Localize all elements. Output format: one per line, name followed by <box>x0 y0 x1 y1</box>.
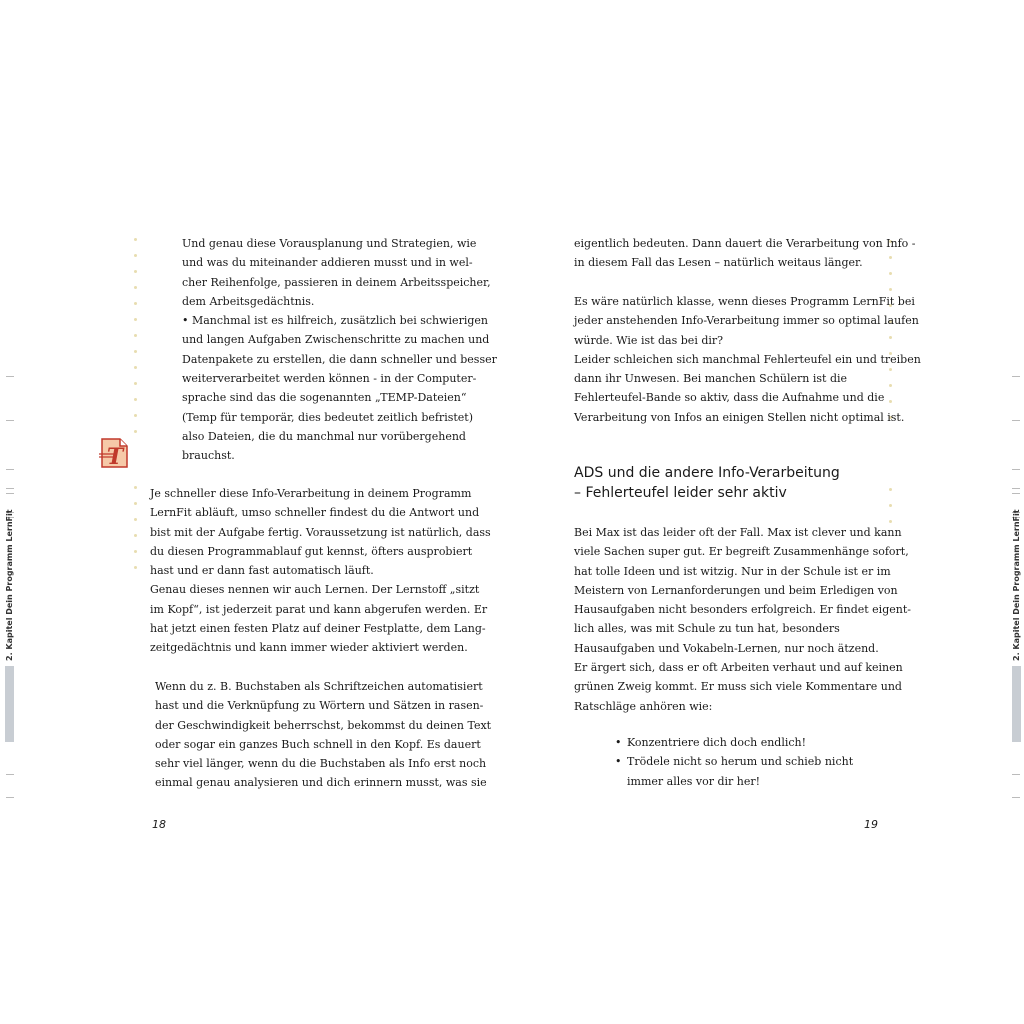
text-line: in diesem Fall das Lesen – natürlich weitaus länger. <box>574 256 863 270</box>
text-line: also Dateien, die du manchmal nur vorübergehend <box>182 429 466 443</box>
crop-mark <box>6 774 14 775</box>
text-line: cher Reihenfolge, passieren in deinem Arbeitsspeicher, <box>182 275 491 289</box>
decorative-dots <box>134 238 137 446</box>
text-line: hat tolle Ideen und ist witzig. Nur in der Schule ist er im <box>574 564 891 578</box>
crop-mark <box>1012 488 1020 494</box>
crop-mark <box>1012 376 1020 377</box>
text-line: (Temp für temporär, dies bedeutet zeitlich befristet) <box>182 410 474 424</box>
left-text-block-1 <box>182 234 497 466</box>
text-line: Er ärgert sich, dass er oft Arbeiten verhaut und auf keinen <box>574 661 903 675</box>
text-line: Meistern von Lernanforderungen und beim Erledigen von <box>574 583 898 597</box>
text-line: bist mit der Aufgabe fertig. Voraussetzung ist natürlich, dass <box>150 525 491 539</box>
text-line: hast und die Verknüpfung zu Wörtern und Sätzen in rasen- <box>155 699 484 713</box>
text-line: Leider schleichen sich manchmal Fehlerteufel ein und treiben <box>574 352 921 366</box>
chapter-tab-bar <box>1012 666 1021 742</box>
crop-mark <box>1012 797 1020 798</box>
heading-line: ADS und die andere Info-Verarbeitung <box>574 465 840 481</box>
crop-mark <box>1012 469 1020 470</box>
text-line: im Kopf“, ist jederzeit parat und kann abgerufen werden. Er <box>150 602 488 616</box>
text-line: brauchst. <box>182 449 235 463</box>
crop-mark <box>1012 420 1020 421</box>
text-line: würde. Wie ist das bei dir? <box>574 333 724 347</box>
right-text-block-3 <box>574 523 911 716</box>
text-line: lich alles, was mit Schule zu tun hat, besonders <box>574 622 840 636</box>
list-item <box>615 752 853 771</box>
text-line: hast und er dann fast automatisch läuft. <box>150 564 374 578</box>
text-line: grünen Zweig kommt. Er muss sich viele Kommentare und <box>574 680 902 694</box>
heading-line: – Fehlerteufel leider sehr aktiv <box>574 485 787 501</box>
text-line: jeder anstehenden Info-Verarbeitung immer so optimal laufen <box>574 314 919 328</box>
text-line: Hausaufgaben und Vokabeln-Lernen, nur noch ätzend. <box>574 641 879 655</box>
text-line: oder sogar ein ganzes Buch schnell in den Kopf. Es dauert <box>155 737 481 751</box>
icon-letter: T <box>106 444 124 469</box>
decorative-dots <box>134 486 137 582</box>
crop-mark <box>6 797 14 798</box>
bullet-list <box>615 733 853 791</box>
text-line: • Manchmal ist es hilfreich, zusätzlich bei schwierigen <box>182 314 488 328</box>
text-line: hat jetzt einen festen Platz auf deiner Festplatte, dem Lang- <box>150 622 486 636</box>
text-line: und was du miteinander addieren musst und in wel- <box>182 256 473 270</box>
text-line: Es wäre natürlich klasse, wenn dieses Programm LernFit bei <box>574 295 915 308</box>
text-line: dann ihr Unwesen. Bei manchen Schülern ist die <box>574 372 848 386</box>
text-line: du diesen Programmablauf gut kennst, öfters ausprobiert <box>150 544 473 558</box>
text-line: und langen Aufgaben Zwischenschritte zu machen und <box>182 333 490 347</box>
crop-mark <box>6 488 14 494</box>
text-line: weiterverarbeitet werden können - in der Computer- <box>182 372 477 386</box>
text-line: eigentlich bedeuten. Dann dauert die Verarbeitung von Info - <box>574 237 916 250</box>
text-line: Hausaufgaben nicht besonders erfolgreich. Er findet eigent- <box>574 603 911 617</box>
section-heading <box>574 463 840 503</box>
text-line: viele Sachen super gut. Er begreift Zusammenhänge sofort, <box>574 545 909 559</box>
list-item <box>615 733 853 752</box>
page-number-left: 18 <box>152 818 166 831</box>
text-line: sehr viel länger, wenn du die Buchstaben als Info erst noch <box>155 757 487 771</box>
text-line: Ratschläge anhören wie: <box>574 699 713 713</box>
text-line: LernFit abläuft, umso schneller findest du die Antwort und <box>150 506 480 520</box>
crop-mark <box>6 469 14 470</box>
text-line: Fehlerteufel-Bande so aktiv, dass die Aufnahme und die <box>574 391 885 405</box>
text-line: dem Arbeitsgedächtnis. <box>182 294 315 308</box>
text-line: Wenn du z. B. Buchstaben als Schriftzeichen automatisiert <box>155 680 483 693</box>
crop-mark <box>1012 774 1020 775</box>
chapter-label-left: 2. Kapitel Dein Programm LernFit <box>5 509 14 661</box>
list-item-text: Trödele nicht so herum und schieb nicht <box>627 755 854 769</box>
chapter-tab-bar <box>5 666 14 742</box>
text-line: Verarbeitung von Infos an einigen Stellen nicht optimal ist. <box>574 410 905 424</box>
text-line: Je schneller diese Info-Verarbeitung in deinem Programm <box>150 487 472 500</box>
text-line: Genau dieses nennen wir auch Lernen. Der Lernstoff „sitzt <box>150 583 480 597</box>
left-text-block-2 <box>150 484 491 658</box>
text-line: einmal genau analysieren und dich erinnern musst, was sie <box>155 776 487 790</box>
chapter-label-right: 2. Kapitel Dein Programm LernFit <box>1012 509 1021 661</box>
right-text-block-2 <box>574 292 921 427</box>
text-line: Datenpakete zu erstellen, die dann schneller und besser <box>182 352 497 366</box>
right-text-block-1 <box>574 234 916 273</box>
right-page <box>512 0 1024 1024</box>
text-line: Und genau diese Vorausplanung und Strategien, wie <box>182 237 477 250</box>
list-item-text: Konzentriere dich doch endlich! <box>627 736 807 749</box>
bullet-marker: • <box>615 755 622 769</box>
text-line: der Geschwindigkeit beherrschst, bekommst du deinen Text <box>155 718 492 732</box>
list-item-continuation: immer alles vor dir her! <box>627 774 761 788</box>
page-number-right: 19 <box>864 818 878 831</box>
temp-file-icon <box>98 437 130 469</box>
bullet-marker: • <box>615 736 622 749</box>
left-text-block-3 <box>155 677 491 793</box>
crop-mark <box>6 376 14 377</box>
text-line: sprache sind das die sogenannten „TEMP-Dateien“ <box>182 391 467 405</box>
text-line: zeitgedächtnis und kann immer wieder aktiviert werden. <box>150 641 468 655</box>
text-line: Bei Max ist das leider oft der Fall. Max ist clever und kann <box>574 526 902 539</box>
crop-mark <box>6 420 14 421</box>
